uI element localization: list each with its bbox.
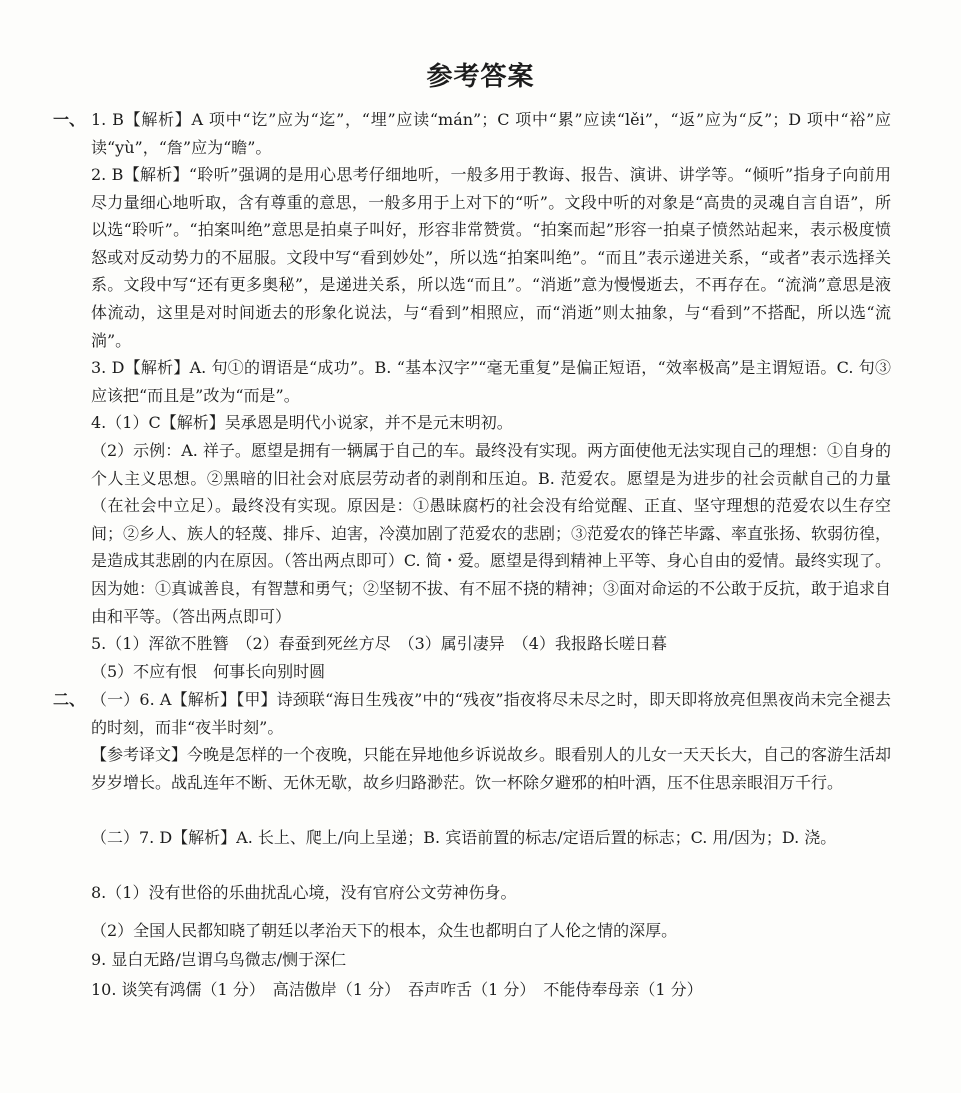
answer-item-2: 2. B【解析】“聆听”强调的是用心思考仔细地听，一般多用于教诲、报告、演讲、讲学等。“倾听”指身子向前用尽力量细心地听取，含有尊重的意思，一般多用于上对下的“听”。文段中听的对象是“高贵的灵魂自言自语”，所以选“聆听”。“拍案叫绝”意思是拍桌子叫好，形容非常赞赏。“拍案而起”形容一拍桌子愤然站起来，表示极度愤怒或对反动势力的不屈服。文段中写“看到妙处”，所以选“拍案叫绝”。“而且”表示递进关系，“或者”表示选择关系。文段中写“还有更多奥秘”，是递进关系，所以选“而且”。“消逝”意为慢慢逝去，不再存在。“流淌”意思是液体流动，这里是对时间逝去的形象化说法，与“看到”相照应，而“消逝”则太抽象，与“看到”不搭配，所以选“流淌”。 [91,165,891,350]
section-2-marker: 二、 [53,690,86,709]
answer-item-3: 3. D【解析】A. 句①的谓语是“成功”。B. “基本汉字”“毫无重复”是偏正短语，“效率极高”是主谓短语。C. 句③应该把“而且是”改为“而是”。 [91,358,891,405]
answer-item-5: 5.（1）浑欲不胜簪 （2）春蚕到死丝方尽 （3）属引凄异 （4）我报路长嗟日暮 [91,634,667,653]
page-title: 参考答案 [426,62,535,92]
section-1-marker: 一、 [53,110,86,129]
answer-item-1: 1. B【解析】A 项中“讫”应为“迄”，“埋”应读“mán”；C 项中“累”应读“lěi”，“返”应为“反”；D 项中“裕”应读“yù”，“詹”应为“瞻”。 [91,110,891,157]
answer-item-5-5: （5）不应有恨 何事长向别时圆 [91,662,326,681]
answer-item-8-2: （2）全国人民都知晓了朝廷以孝治天下的根本，众生也都明白了人伦之情的深厚。 [91,921,678,940]
answer-item-9: 9. 显白无路/岂谓乌鸟微志/恻于深仁 [91,950,347,969]
reference-translation: 【参考译文】今晚是怎样的一个夜晚，只能在异地他乡诉说故乡。眼看别人的儿女一天天长大，自己的客游生活却岁岁增长。战乱连年不断、无休无歇，故乡归路渺茫。饮一杯除夕避邪的柏叶酒，压不住思亲眼泪万千行。 [91,745,892,792]
answer-item-7: （二）7. D【解析】A. 长上、爬上/向上呈递；B. 宾语前置的标志/定语后置的标志；C. 用/因为；D. 浇。 [91,828,837,847]
answer-item-4-1: 4.（1）C【解析】吴承恩是明代小说家，并不是元末明初。 [91,413,513,432]
answer-item-6: （一）6. A【解析】【甲】诗颈联“海日生残夜”中的“残夜”指夜将尽未尽之时，即天即将放亮但黑夜尚未完全褪去的时刻，而非“夜半时刻”。 [91,690,891,737]
answer-item-10: 10. 谈笑有鸿儒（1 分） 高洁傲岸（1 分） 吞声咋舌（1 分） 不能侍奉母亲（1 分） [91,980,703,999]
answer-item-8-1: 8.（1）没有世俗的乐曲扰乱心境，没有官府公文劳神伤身。 [91,883,517,902]
answer-item-4-2: （2）示例：A. 祥子。愿望是拥有一辆属于自己的车。最终没有实现。两方面使他无法实现自己的理想：①自身的个人主义思想。②黑暗的旧社会对底层劳动者的剥削和压迫。B. 范爱农。愿望是为进步的社会贡献自己的力量（在社会中立足）。最终没有实现。原因是：①愚昧腐朽的社会没有给觉醒、正直、坚守理想的范爱农以生存空间；②乡人、族人的轻蔑、排斥、迫害，冷漠加剧了范爱农的悲剧；③范爱农的锋芒毕露、率直张扬、软弱彷徨，是造成其悲剧的内在原因。（答出两点即可）C. 简・爱。愿望是得到精神上平等、身心自由的爱情。最终实现了。因为她：①真诚善良，有智慧和勇气；②坚韧不拔、有不屈不挠的精神；③面对命运的不公敢于反抗，敢于追求自由和平等。（答出两点即可） [91,441,892,626]
